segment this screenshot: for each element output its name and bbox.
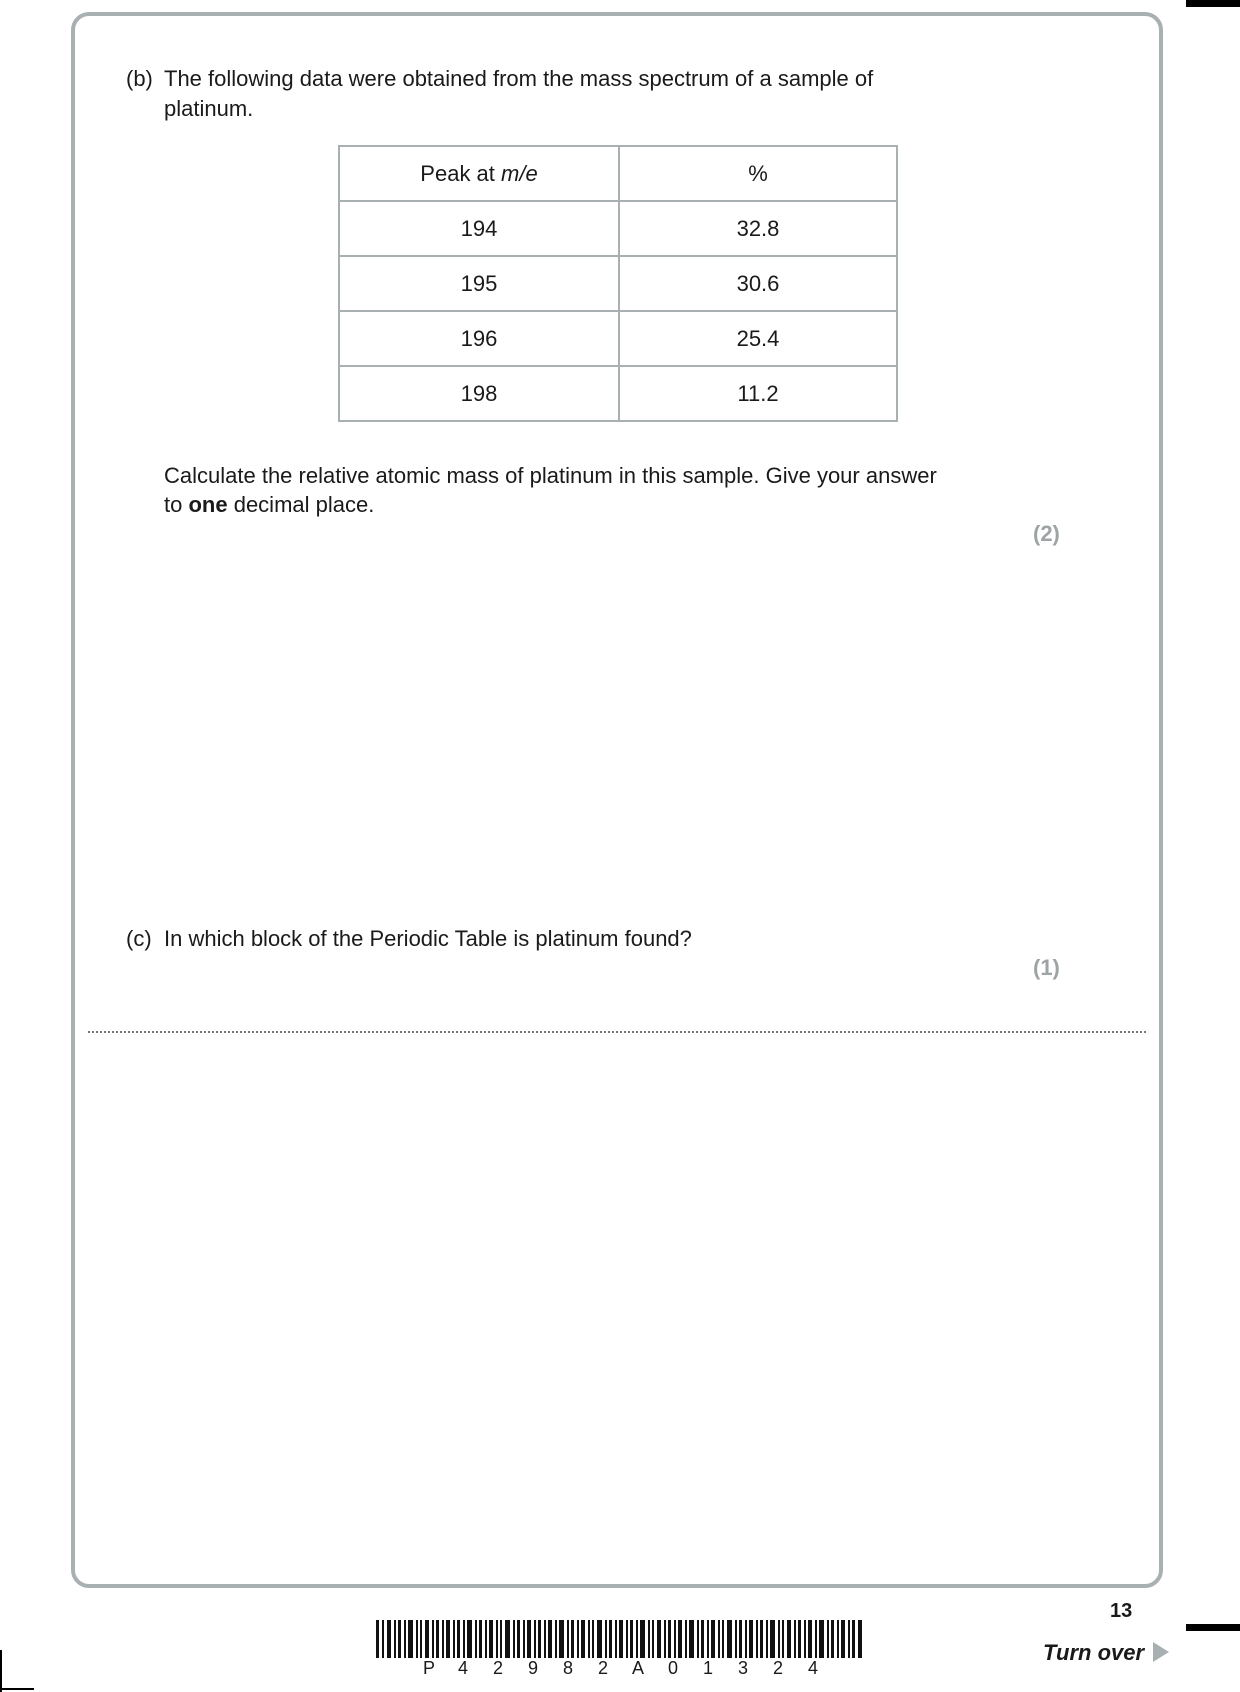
- mass-spectrum-table: [338, 145, 898, 422]
- registration-mark-bottom-right: [1186, 1624, 1240, 1631]
- table-row: [339, 256, 897, 311]
- barcode-digit: 2: [773, 1658, 784, 1678]
- mass-cell: 195: [339, 256, 619, 311]
- instruction-line2: to one decimal place.: [164, 492, 375, 517]
- barcode-digit: 8: [563, 1658, 574, 1678]
- instruction-line1: Calculate the relative atomic mass of platinum in this sample. Give your answer: [164, 463, 937, 488]
- part-c-question: In which block of the Periodic Table is platinum found?: [164, 926, 692, 951]
- percent-cell: 32.8: [619, 201, 897, 256]
- barcode-digit: 4: [808, 1658, 819, 1678]
- barcode-digit: 2: [598, 1658, 609, 1678]
- barcode-digit: 1: [703, 1658, 714, 1678]
- marks-c: (1): [1033, 955, 1060, 980]
- registration-mark-bottom-left-v: [0, 1650, 2, 1692]
- mass-cell: 196: [339, 311, 619, 366]
- barcode-digit: 0: [668, 1658, 679, 1678]
- answer-line-c[interactable]: [88, 1031, 1146, 1033]
- mass-cell: 194: [339, 201, 619, 256]
- barcode-digit: 4: [458, 1658, 469, 1678]
- percent-cell: 25.4: [619, 311, 897, 366]
- marks-b: (2): [1033, 521, 1060, 546]
- turn-over-label: Turn over: [1043, 1640, 1145, 1665]
- table-header-row: [339, 146, 897, 201]
- barcode-digit: 3: [738, 1658, 749, 1678]
- percent-cell: 11.2: [619, 366, 897, 421]
- table-row: [339, 311, 897, 366]
- part-b-question-line2: platinum.: [164, 96, 254, 121]
- barcode: [376, 1620, 862, 1658]
- barcode-digit: P: [423, 1658, 436, 1678]
- header-peak: Peak at m/e: [339, 146, 619, 201]
- table-row: [339, 366, 897, 421]
- part-b-label: (b): [126, 66, 153, 91]
- answer-area-b[interactable]: [88, 560, 1146, 920]
- page-number: 13: [1110, 1600, 1133, 1622]
- registration-mark-top-right: [1186, 0, 1240, 7]
- barcode-digit: A: [632, 1658, 645, 1678]
- part-b-question-line1: The following data were obtained from the mass spectrum of a sample of: [164, 66, 874, 91]
- turn-over-arrow-icon: [1153, 1642, 1169, 1662]
- instruction-emphasis: one: [188, 492, 228, 517]
- table-row: [339, 201, 897, 256]
- barcode-digit: 9: [528, 1658, 539, 1678]
- registration-mark-bottom-left-h: [0, 1688, 34, 1690]
- percent-cell: 30.6: [619, 256, 897, 311]
- part-c-label: (c): [126, 926, 152, 951]
- header-percent: %: [619, 146, 897, 201]
- barcode-digit: 2: [493, 1658, 504, 1678]
- mass-cell: 198: [339, 366, 619, 421]
